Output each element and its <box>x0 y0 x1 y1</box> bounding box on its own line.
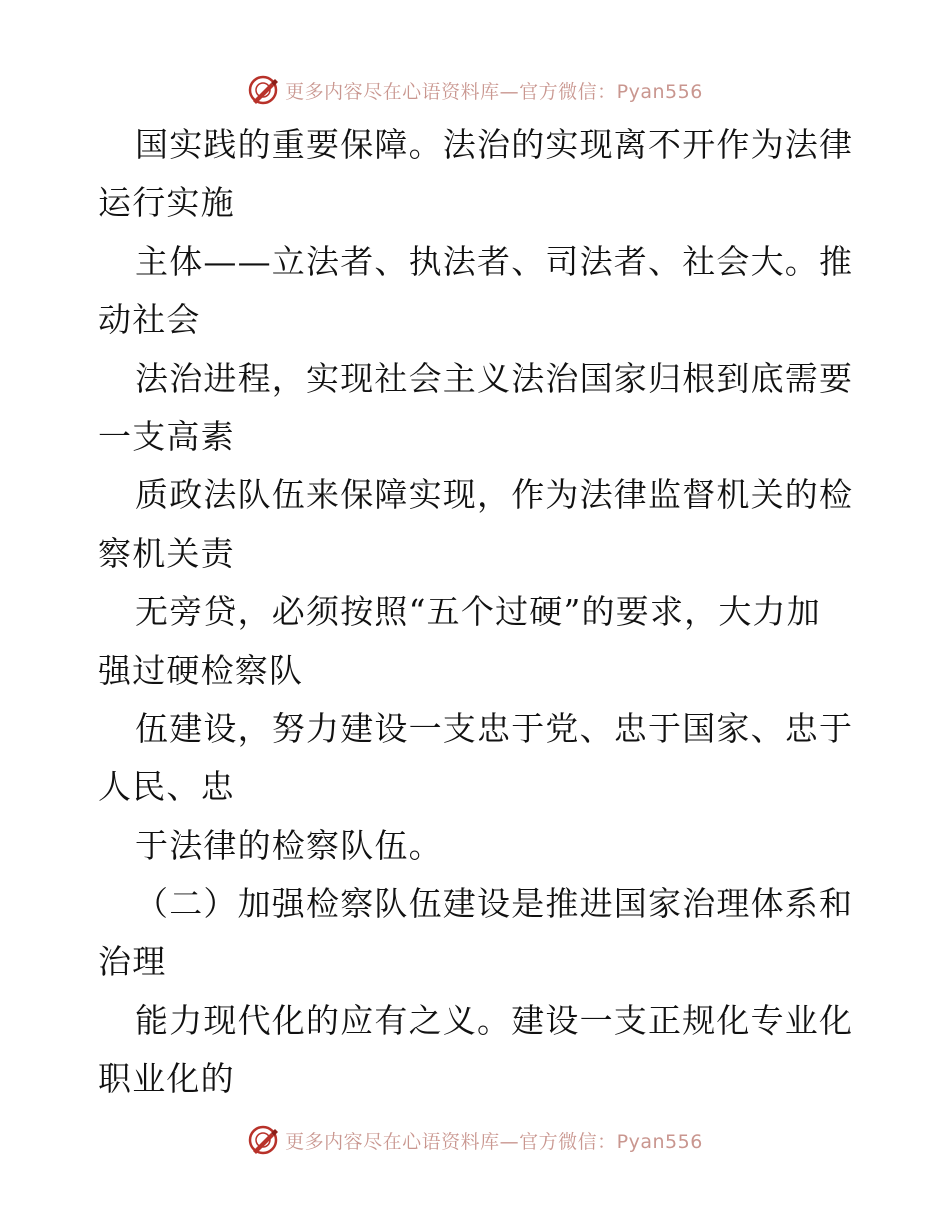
header-watermark <box>0 70 950 110</box>
text-line: 能力现代化的应有之义。建设一支正规化专业化 <box>135 1000 854 1040</box>
text-line: 察机关责 <box>98 533 235 573</box>
text-line: 于法律的检察队伍。 <box>135 825 443 865</box>
pen-logo-icon <box>247 1124 279 1156</box>
text-line: 治理 <box>98 942 167 982</box>
text-line: 动社会 <box>98 300 201 340</box>
text-line: 职业化的 <box>98 1059 235 1099</box>
footer-watermark-text: 更多内容尽在心语资料库—官方微信：Pyan556 <box>285 1130 703 1153</box>
text-line: （二）加强检察队伍建设是推进国家治理体系和 <box>135 884 854 924</box>
header-watermark-text: 更多内容尽在心语资料库—官方微信：Pyan556 <box>285 80 703 103</box>
text-line: 运行实施 <box>98 183 235 223</box>
text-line: 国实践的重要保障。法治的实现离不开作为法律 <box>135 125 854 164</box>
text-line: 一支高素 <box>98 416 235 456</box>
text-line: 主体——立法者、执法者、司法者、社会大。推 <box>135 241 854 281</box>
footer-watermark <box>0 1120 950 1160</box>
text-line: 法治进程，实现社会主义法治国家归根到底需要 <box>135 358 854 398</box>
text-line: 伍建设，努力建设一支忠于党、忠于国家、忠于 <box>135 708 854 748</box>
text-line: 无旁贷，必须按照“五个过硬”的要求，大力加 <box>135 592 821 632</box>
pen-logo-icon <box>247 74 279 106</box>
document-body <box>98 116 858 1109</box>
text-line: 强过硬检察队 <box>98 650 304 690</box>
text-line: 人民、忠 <box>98 767 235 807</box>
text-line: 质政法队伍来保障实现，作为法律监督机关的检 <box>135 475 854 515</box>
